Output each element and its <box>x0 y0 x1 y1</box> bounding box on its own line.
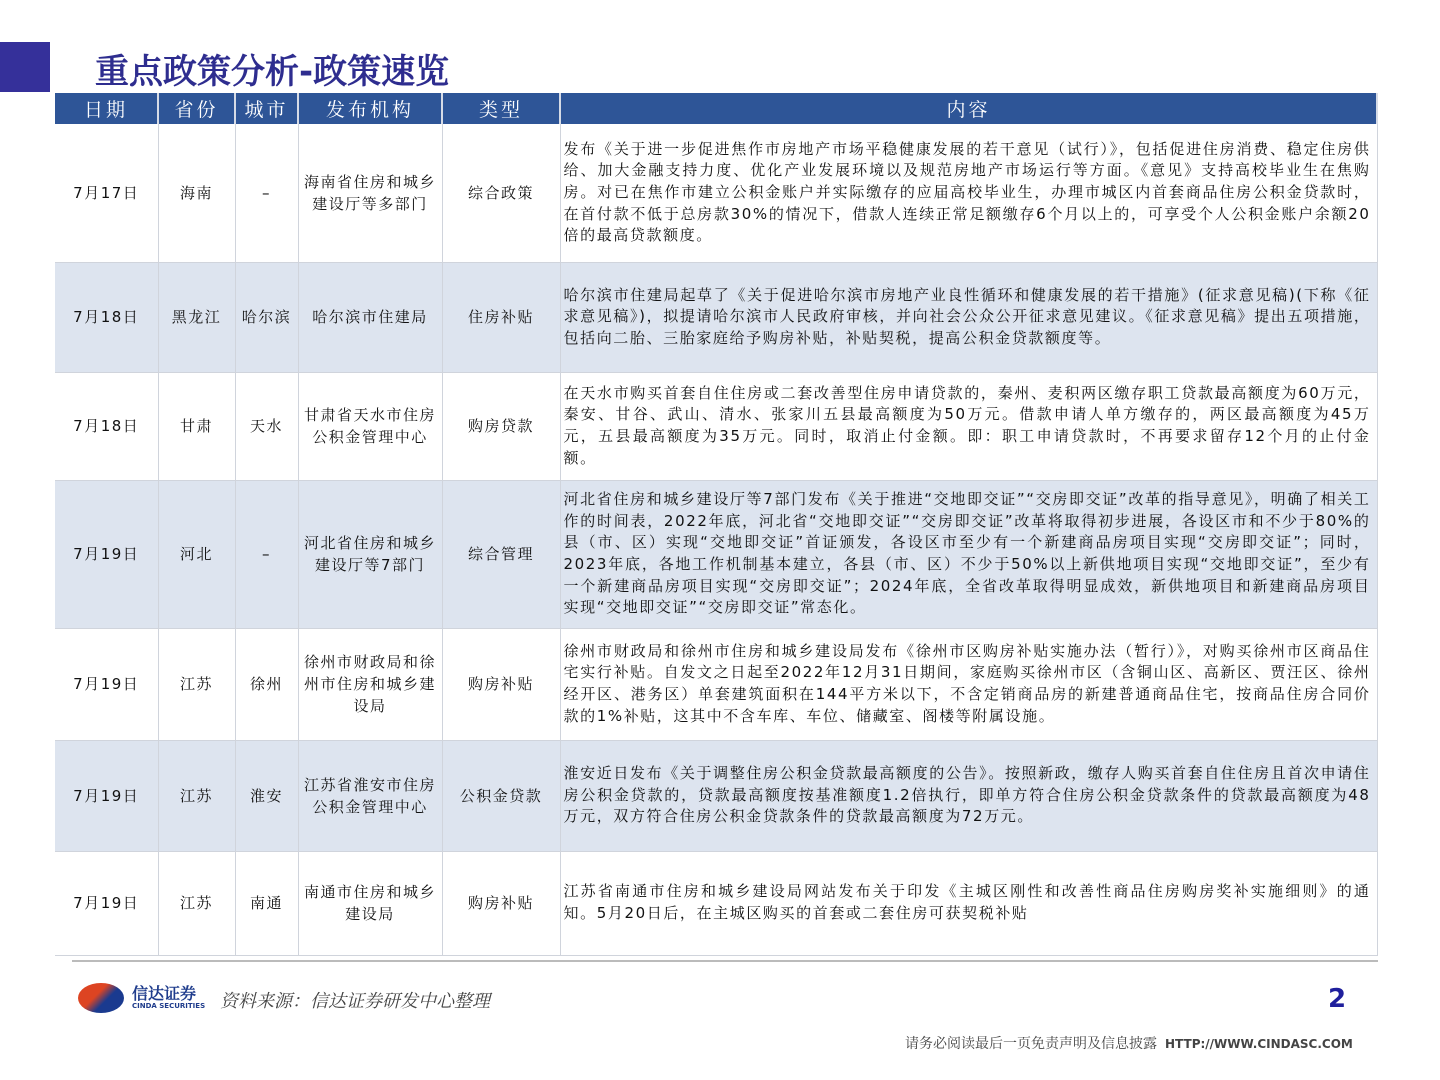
province-cell: 甘肃 <box>158 372 235 480</box>
date-cell: 7月17日 <box>55 124 158 262</box>
agency-cell: 南通市住房和城乡建设局 <box>298 851 442 955</box>
province-cell: 江苏 <box>158 851 235 955</box>
type-cell: 购房补贴 <box>442 628 560 740</box>
table-row <box>55 851 1377 955</box>
agency-cell: 哈尔滨市住建局 <box>298 262 442 372</box>
date-cell: 7月19日 <box>55 480 158 628</box>
date-cell: 7月18日 <box>55 372 158 480</box>
cinda-logo: 信达证券 CINDA SECURITIES <box>78 983 205 1013</box>
province-cell: 黑龙江 <box>158 262 235 372</box>
city-cell: – <box>235 124 298 262</box>
header-type: 类型 <box>442 93 560 124</box>
agency-cell: 甘肃省天水市住房公积金管理中心 <box>298 372 442 480</box>
content-cell: 在天水市购买首套自住住房或二套改善型住房申请贷款的，秦州、麦积两区缴存职工贷款最高额度为60万元，秦安、甘谷、武山、清水、张家川五县最高额度为50万元。借款申请人单方缴存的，两区最高额度为45万元，五县最高额度为35万元。同时，取消止付金额。即：职工申请贷款时，不再要求留存12个月的止付金额。 <box>560 372 1377 480</box>
logo-mark-icon <box>78 983 124 1013</box>
city-cell: 南通 <box>235 851 298 955</box>
table-row <box>55 262 1377 372</box>
table-row <box>55 124 1377 262</box>
header-content: 内容 <box>560 93 1377 124</box>
province-cell: 海南 <box>158 124 235 262</box>
agency-cell: 河北省住房和城乡建设厅等7部门 <box>298 480 442 628</box>
agency-cell: 江苏省淮安市住房公积金管理中心 <box>298 740 442 851</box>
content-cell: 哈尔滨市住建局起草了《关于促进哈尔滨市房地产业良性循环和健康发展的若干措施》(征求意见稿)(下称《征求意见稿》)，拟提请哈尔滨市人民政府审核，并向社会公众公开征求意见建议。《征求意见稿》提出五项措施，包括向二胎、三胎家庭给予购房补贴，补贴契税，提高公积金贷款额度等。 <box>560 262 1377 372</box>
type-cell: 综合管理 <box>442 480 560 628</box>
source-note: 资料来源：信达证券研发中心整理 <box>220 991 490 1012</box>
policy-table <box>55 93 1378 956</box>
type-cell: 住房补贴 <box>442 262 560 372</box>
type-cell: 公积金贷款 <box>442 740 560 851</box>
disclaimer: 请务必阅读最后一页免责声明及信息披露 HTTP://WWW.CINDASC.COM <box>905 1036 1353 1052</box>
date-cell: 7月18日 <box>55 262 158 372</box>
page-number: 2 <box>1328 984 1347 1014</box>
city-cell: – <box>235 480 298 628</box>
content-cell: 徐州市财政局和徐州市住房和城乡建设局发布《徐州市区购房补贴实施办法（暂行）》，对购买徐州市区商品住宅实行补贴。自发文之日起至2022年12月31日期间，家庭购买徐州市区（含铜山区、高新区、贾汪区、徐州经开区、港务区）单套建筑面积在144平方米以下，不含定销商品房的新建普通商品住宅，按商品住房合同价款的1%补贴，这其中不含车库、车位、储藏室、阁楼等附属设施。 <box>560 628 1377 740</box>
province-cell: 江苏 <box>158 628 235 740</box>
content-cell: 淮安近日发布《关于调整住房公积金贷款最高额度的公告》。按照新政，缴存人购买首套自住住房且首次申请住房公积金贷款的，贷款最高额度按基准额度1.2倍执行，即单方符合住房公积金贷款条件的贷款最高额度为48万元，双方符合住房公积金贷款条件的贷款最高额度为72万元。 <box>560 740 1377 851</box>
table-row <box>55 740 1377 851</box>
agency-cell: 徐州市财政局和徐州市住房和城乡建设局 <box>298 628 442 740</box>
date-cell: 7月19日 <box>55 628 158 740</box>
table-row <box>55 372 1377 480</box>
type-cell: 综合政策 <box>442 124 560 262</box>
province-cell: 河北 <box>158 480 235 628</box>
province-cell: 江苏 <box>158 740 235 851</box>
table-row <box>55 628 1377 740</box>
footer-divider <box>72 960 1378 962</box>
content-cell: 河北省住房和城乡建设厅等7部门发布《关于推进“交地即交证”“交房即交证”改革的指导意见》，明确了相关工作的时间表，2022年底，河北省“交地即交证”“交房即交证”改革将取得初步进展，各设区市和不少于80%的县（市、区）实现“交地即交证”首证颁发，各设区市至少有一个新建商品房项目实现“交房即交证”；同时，2023年底，各地工作机制基本建立，各县（市、区）不少于50%以上新供地项目实现“交地即交证”，至少有一个新建商品房项目实现“交房即交证”；2024年底，全省改革取得明显成效，新供地项目和新建商品房项目实现“交地即交证”“交房即交证”常态化。 <box>560 480 1377 628</box>
agency-cell: 海南省住房和城乡建设厅等多部门 <box>298 124 442 262</box>
date-cell: 7月19日 <box>55 740 158 851</box>
content-cell: 发布《关于进一步促进焦作市房地产市场平稳健康发展的若干意见（试行）》，包括促进住房消费、稳定住房供给、加大金融支持力度、优化产业发展环境以及规范房地产市场运行等方面。《意见》支持高校毕业生在焦购房。对已在焦作市建立公积金账户并实际缴存的应届高校毕业生，办理市城区内首套商品住房公积金贷款时，在首付款不低于总房款30%的情况下，借款人连续正常足额缴存6个月以上的，可享受个人公积金账户余额20倍的最高贷款额度。 <box>560 124 1377 262</box>
city-cell: 徐州 <box>235 628 298 740</box>
type-cell: 购房贷款 <box>442 372 560 480</box>
page-title: 重点政策分析-政策速览 <box>95 52 450 92</box>
city-cell: 天水 <box>235 372 298 480</box>
type-cell: 购房补贴 <box>442 851 560 955</box>
header-city: 城市 <box>235 93 298 124</box>
content-cell: 江苏省南通市住房和城乡建设局网站发布关于印发《主城区刚性和改善性商品住房购房奖补实施细则》的通知。5月20日后，在主城区购买的首套或二套住房可获契税补贴 <box>560 851 1377 955</box>
date-cell: 7月19日 <box>55 851 158 955</box>
title-accent-block <box>0 42 50 92</box>
table-row <box>55 480 1377 628</box>
header-agency: 发布机构 <box>298 93 442 124</box>
header-province: 省份 <box>158 93 235 124</box>
table-header <box>55 93 1377 124</box>
city-cell: 哈尔滨 <box>235 262 298 372</box>
city-cell: 淮安 <box>235 740 298 851</box>
website-link[interactable]: HTTP://WWW.CINDASC.COM <box>1165 1037 1353 1051</box>
header-date: 日期 <box>55 93 158 124</box>
